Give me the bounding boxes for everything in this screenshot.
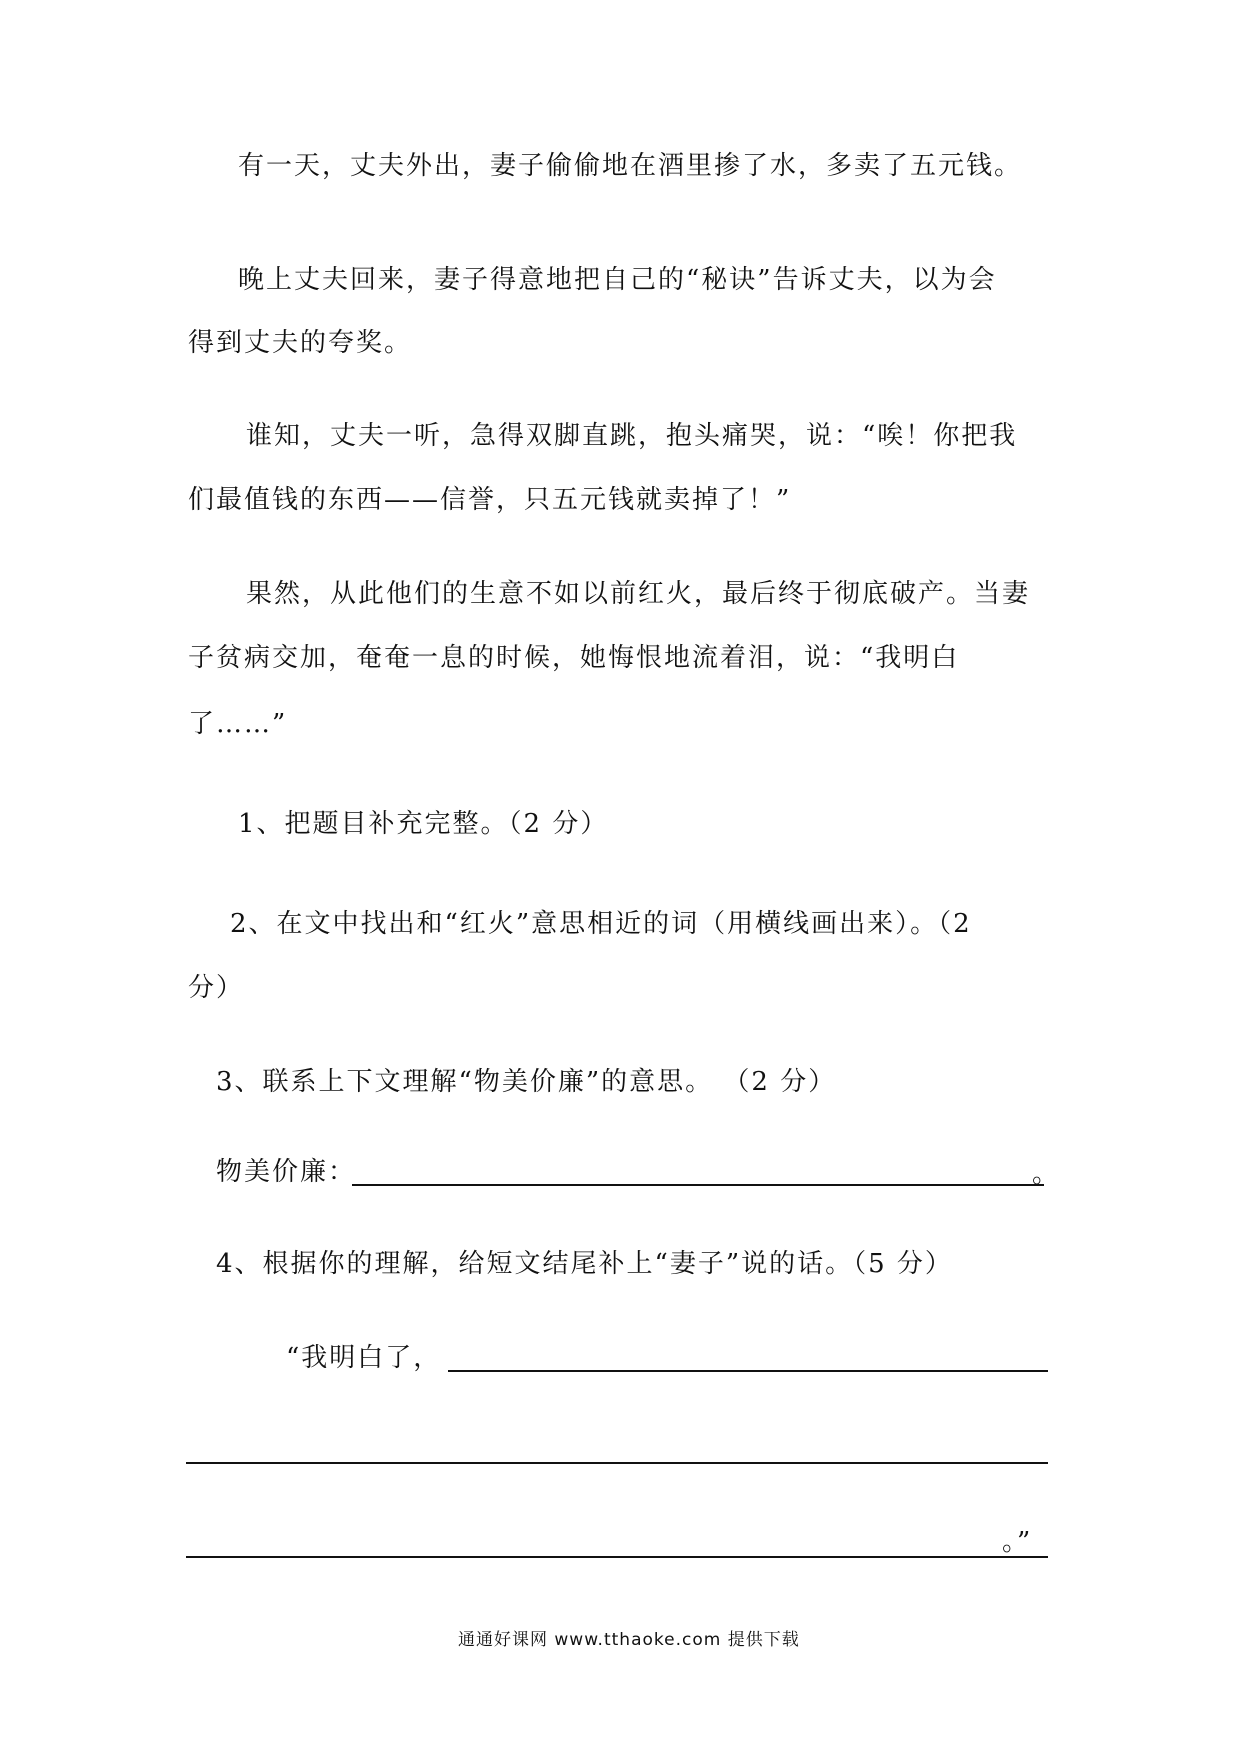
question-text: 1、把题目补充完整。（2 分） <box>238 809 609 839</box>
story-text-line: 晚上丈夫回来，妻子得意地把自己的“秘诀”告诉丈夫，以为会 <box>238 265 997 295</box>
answer-blank-line[interactable] <box>352 1184 1044 1186</box>
answer-end-mark: 。 <box>1032 1159 1061 1189</box>
question-text: 2、在文中找出和“红火”意思相近的词（用横线画出来）。（2 <box>230 909 972 939</box>
answer-label: 物美价廉： <box>216 1157 357 1187</box>
answer-end-mark: 。” <box>1002 1527 1033 1557</box>
story-text-line: 果然，从此他们的生意不如以前红火，最后终于彻底破产。当妻 <box>246 579 1031 609</box>
story-text-line: 谁知，丈夫一听，急得双脚直跳，抱头痛哭，说：“唉！你把我 <box>246 421 1018 451</box>
story-text-line: 子贫病交加，奄奄一息的时候，她悔恨地流着泪，说：“我明白 <box>188 643 960 673</box>
story-text-line: 们最值钱的东西——信誉，只五元钱就卖掉了！” <box>188 485 792 515</box>
question-text: 4、根据你的理解，给短文结尾补上“妻子”说的话。（5 分） <box>216 1249 953 1279</box>
answer-blank-line[interactable] <box>186 1556 1048 1558</box>
question-text: 分） <box>188 973 245 1003</box>
answer-blank-line[interactable] <box>186 1462 1048 1464</box>
question-text: 3、联系上下文理解“物美价廉”的意思。 （2 分） <box>216 1067 837 1097</box>
answer-blank-line[interactable] <box>448 1370 1048 1372</box>
page-footer: 通通好课网 www.tthaoke.com 提供下载 <box>458 1630 800 1650</box>
answer-start-text: “我明白了， <box>286 1343 442 1373</box>
story-text-line: 得到丈夫的夸奖。 <box>188 328 413 358</box>
story-text-line: 了……” <box>188 709 288 739</box>
story-text-line: 有一天，丈夫外出，妻子偷偷地在酒里掺了水，多卖了五元钱。 <box>238 151 1023 181</box>
